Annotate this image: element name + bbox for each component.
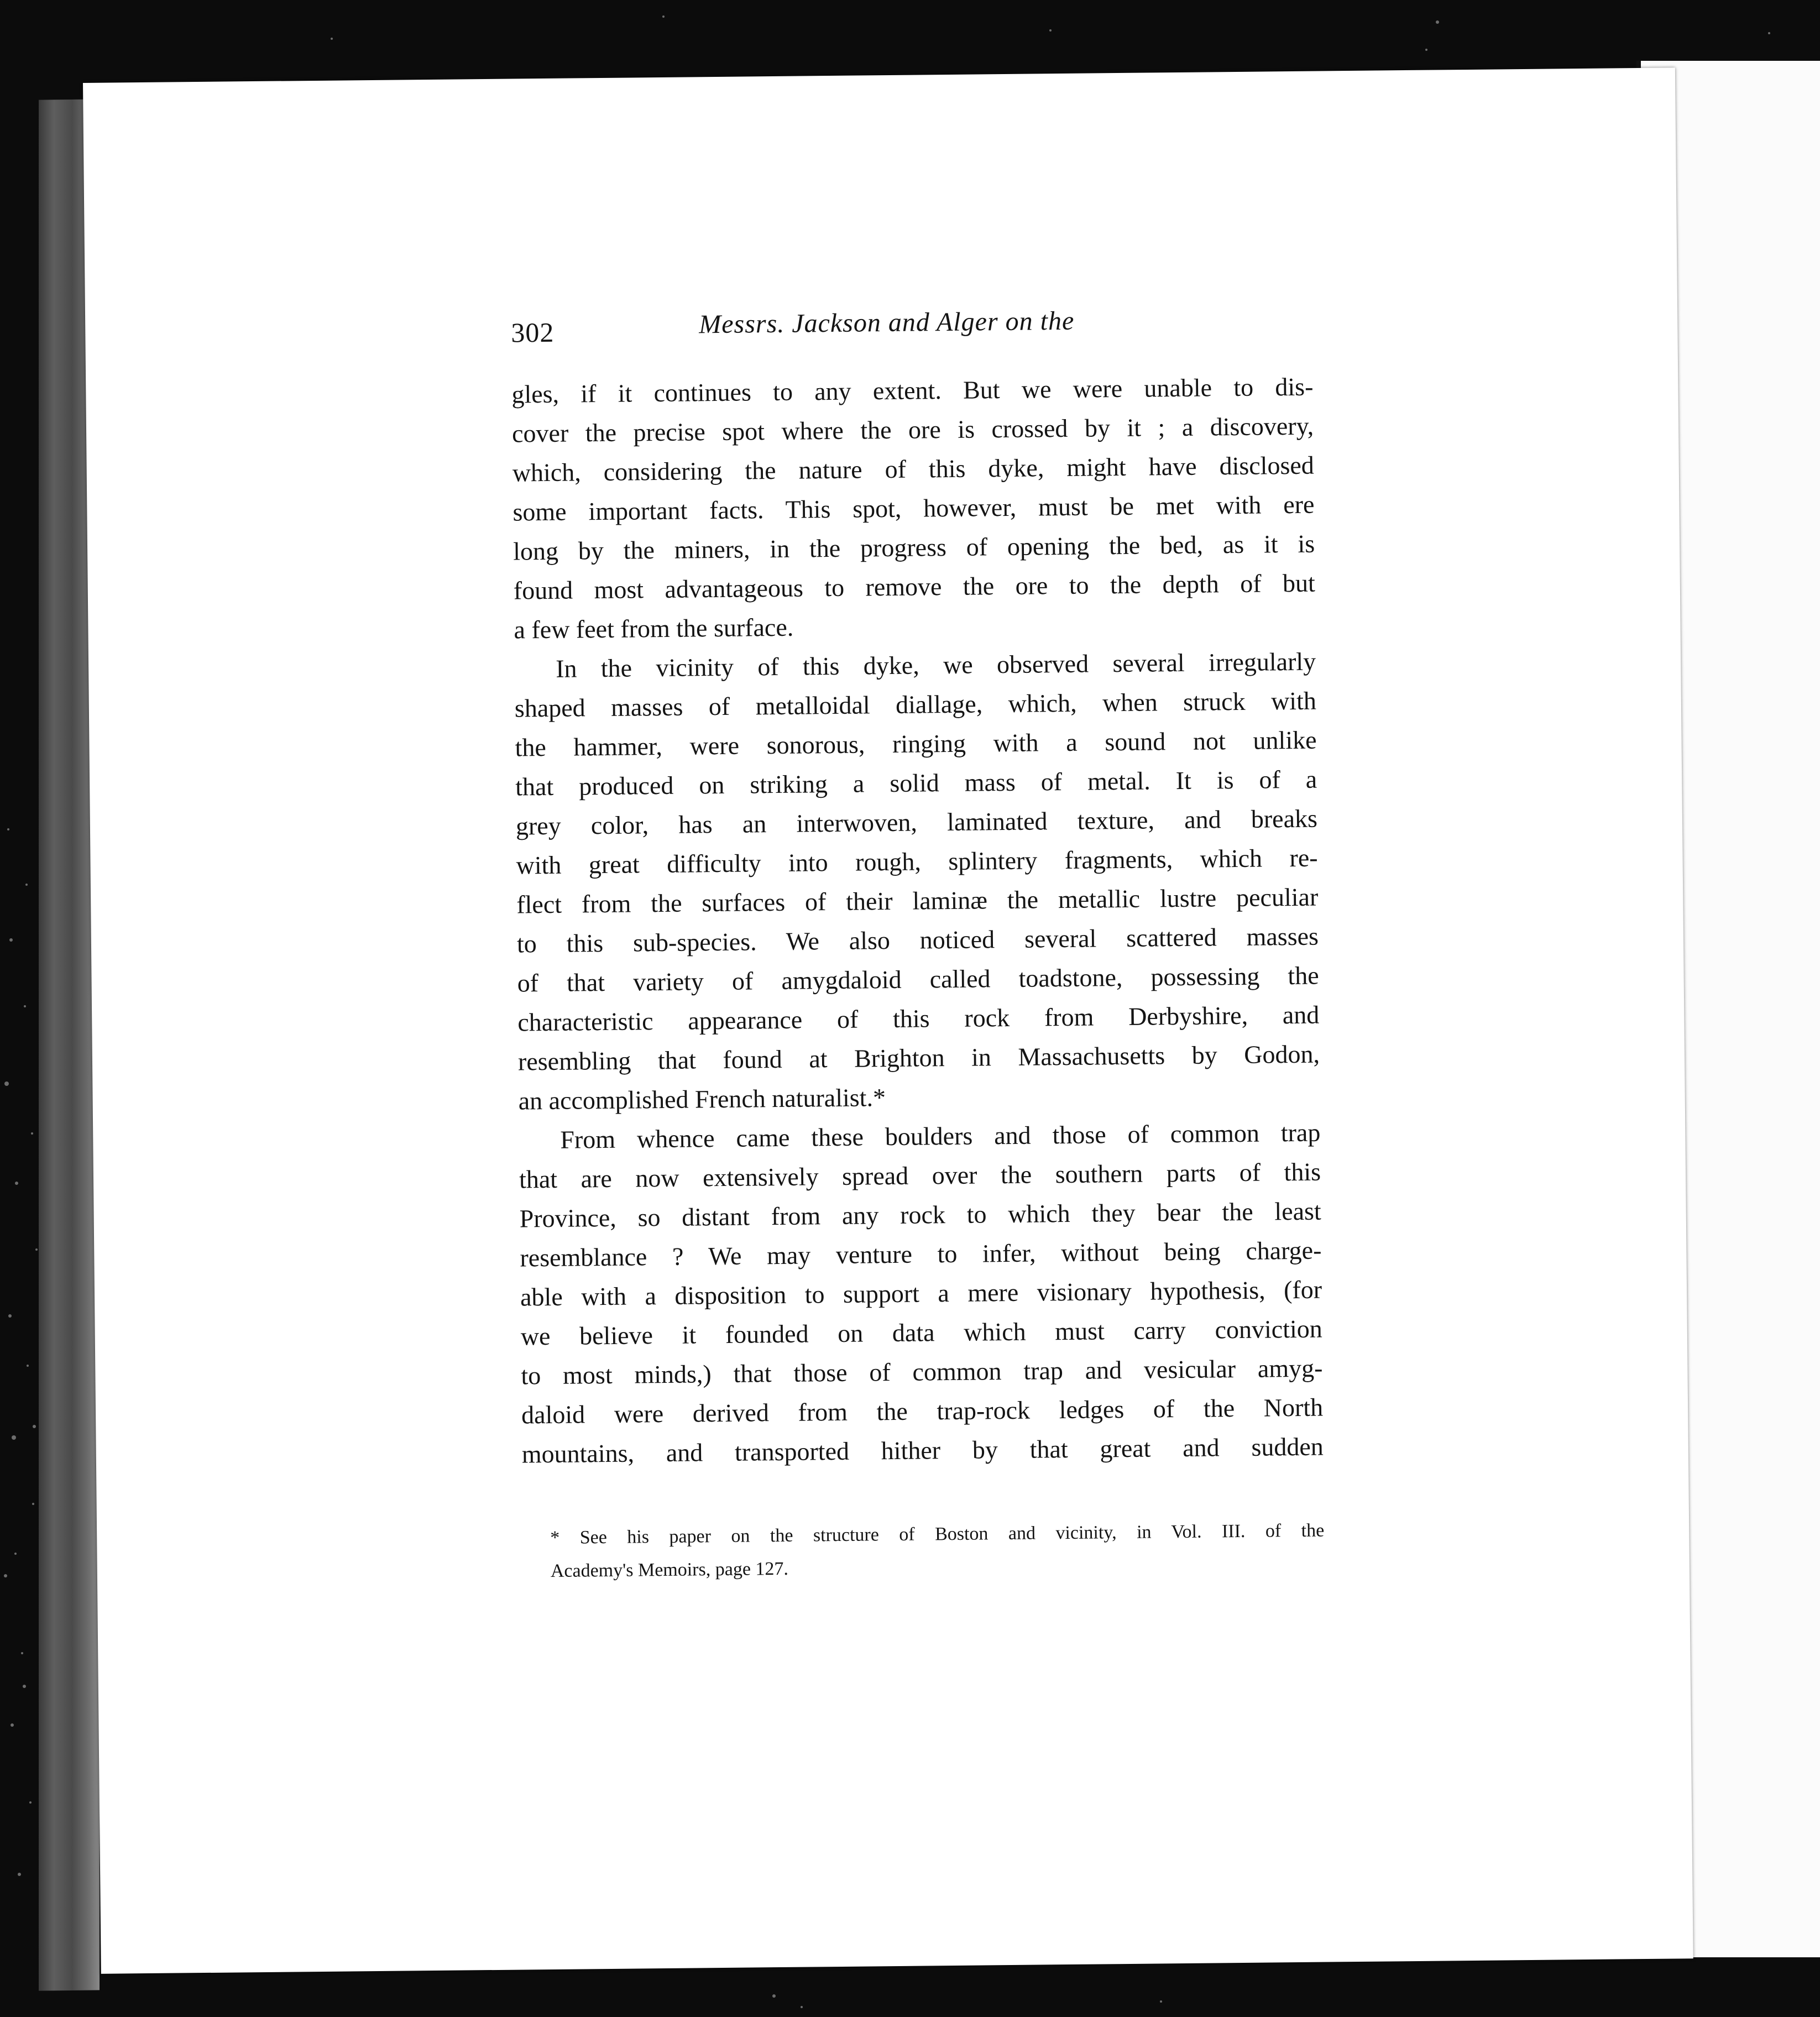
text-line: From whence came these boulders and those of common trap bbox=[560, 1118, 1321, 1154]
text-line: that produced on striking a solid mass of metal. It is of a bbox=[515, 765, 1317, 801]
text-line: with great difficulty into rough, splintery fragments, which re- bbox=[516, 843, 1318, 880]
text-line: resemblance ? We may venture to infer, without being charge- bbox=[520, 1236, 1322, 1272]
paragraph-2 bbox=[514, 642, 1320, 1121]
text-line: gles, if it continues to any extent. But we were unable to dis- bbox=[511, 372, 1314, 409]
footnote-line: * See his paper on the structure of Boston and vicinity, in Vol. III. of the bbox=[550, 1520, 1325, 1549]
text-line: found most advantageous to remove the ore to the depth of but bbox=[513, 568, 1316, 605]
text-line: some important facts. This spot, however, must be met with ere bbox=[512, 490, 1315, 526]
text-line: Province, so distant from any rock to which they bear the least bbox=[519, 1196, 1321, 1233]
text-line: daloid were derived from the trap-rock ledges of the North bbox=[521, 1393, 1324, 1429]
text-line: which, considering the nature of this dyke, might have disclosed bbox=[512, 451, 1314, 487]
text-line: cover the precise spot where the ore is crossed by it ; a discovery, bbox=[511, 411, 1314, 448]
text-line: to this sub-species. We also noticed several scattered masses bbox=[516, 922, 1319, 958]
page-content bbox=[427, 232, 1325, 1582]
text-line: to most minds,) that those of common trap and vesicular amyg- bbox=[521, 1354, 1323, 1390]
text-line: of that variety of amygdaloid called toadstone, possessing the bbox=[517, 961, 1319, 997]
text-line: shaped masses of metalloidal diallage, which, when struck with bbox=[514, 686, 1317, 723]
page-number: 302 bbox=[511, 316, 555, 348]
body-text bbox=[511, 367, 1324, 1474]
text-line: the hammer, were sonorous, ringing with a sound not unlike bbox=[515, 725, 1317, 762]
text-line: grey color, has an interwoven, laminated texture, and breaks bbox=[515, 804, 1318, 840]
footnote bbox=[550, 1514, 1325, 1588]
paragraph-3 bbox=[519, 1113, 1324, 1474]
text-line: mountains, and transported hither by that great and sudden bbox=[521, 1432, 1324, 1469]
paragraph-1 bbox=[511, 367, 1316, 650]
text-line: flect from the surfaces of their laminæ the metallic lustre peculiar bbox=[516, 882, 1319, 919]
text-line: long by the miners, in the progress of opening the bed, as it is bbox=[512, 529, 1315, 566]
text-line: a few feet from the surface. bbox=[514, 613, 794, 644]
running-head-title: Messrs. Jackson and Alger on the bbox=[698, 306, 1075, 339]
text-line: an accomplished French naturalist.* bbox=[518, 1083, 886, 1115]
page bbox=[83, 67, 1693, 1973]
running-head bbox=[427, 232, 1318, 348]
text-line: resembling that found at Brighton in Massachusetts by Godon, bbox=[517, 1039, 1320, 1076]
text-line: that are now extensively spread over the southern parts of this bbox=[519, 1157, 1321, 1194]
text-line: characteristic appearance of this rock from Derbyshire, and bbox=[517, 1000, 1320, 1037]
text-line: In the vicinity of this dyke, we observed several irregularly bbox=[555, 647, 1316, 683]
text-line: we believe it founded on data which must carry conviction bbox=[520, 1314, 1322, 1351]
text-line: able with a disposition to support a mere visionary hypothesis, (for bbox=[520, 1275, 1322, 1311]
footnote-line: Academy's Memoirs, page 127. bbox=[550, 1558, 789, 1582]
